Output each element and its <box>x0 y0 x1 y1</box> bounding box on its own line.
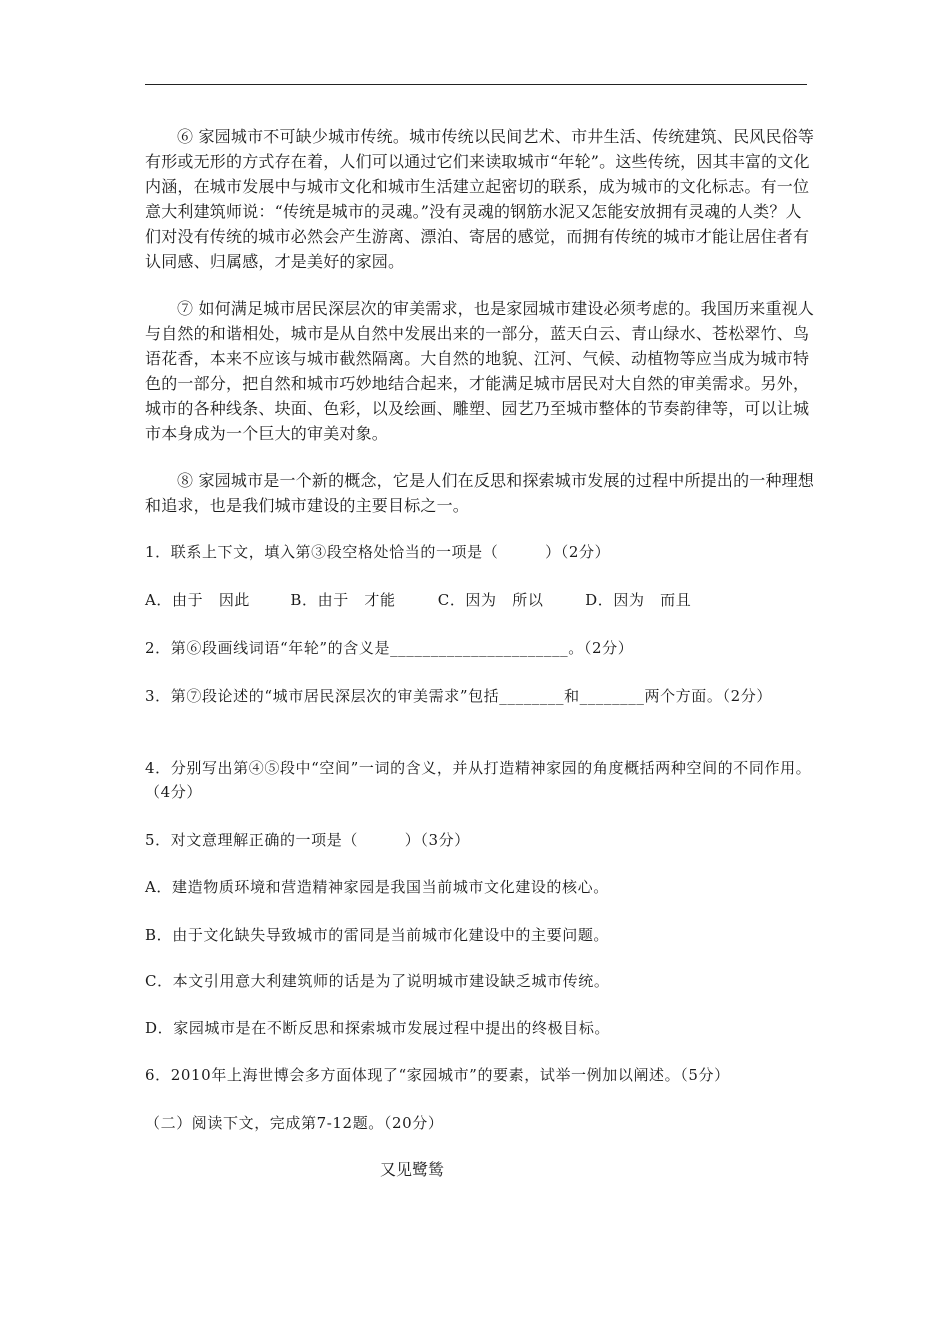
question-4: 4．分别写出第④⑤段中“空间”一词的含义，并从打造精神家园的角度概括两种空间的不同作用。（4分） <box>145 759 812 801</box>
option-b: B．由于 才能 <box>290 591 396 609</box>
option-d: D．因为 而且 <box>585 591 692 609</box>
question-5: 5．对文意理解正确的一项是（ ）（3分） <box>145 831 470 849</box>
question-5-option-b: B．由于文化缺失导致城市的雷同是当前城市化建设中的主要问题。 <box>145 926 610 944</box>
question-1: 1．联系上下文，填入第③段空格处恰当的一项是（ ）（2分） <box>145 543 611 561</box>
question-3: 3．第⑦段论述的“城市居民深层次的审美需求”包括________和________两个方面。（2分） <box>145 687 772 705</box>
option-c: C．因为 所以 <box>437 591 544 609</box>
article-title: 又见鹭鸶 <box>380 1160 445 1179</box>
question-1-options <box>145 588 815 612</box>
paragraph-7: ⑦ 如何满足城市居民深层次的审美需求，也是家园城市建设必须考虑的。我国历来重视人与自然的和谐相处，城市是从自然中发展出来的一部分，蓝天白云、青山绿水、苍松翠竹、鸟语花香，本来不应该与城市截然隔离。大自然的地貌、江河、气候、动植物等应当成为城市特色的一部分，把自然和城市巧妙地结合起来，才能满足城市居民对大自然的审美需求。另外，城市的各种线条、块面、色彩，以及绘画、雕塑、园艺乃至城市整体的节奏韵律等，可以让城市本身成为一个巨大的审美对象。 <box>145 299 815 443</box>
question-6: 6．2010年上海世博会多方面体现了“家园城市”的要素，试举一例加以阐述。（5分） <box>145 1066 730 1084</box>
section-2-heading: （二）阅读下文，完成第7-12题。（20分） <box>145 1114 444 1132</box>
paragraph-6: ⑥ 家园城市不可缺少城市传统。城市传统以民间艺术、市井生活、传统建筑、民风民俗等有形或无形的方式存在着，人们可以通过它们来读取城市“年轮”。这些传统，因其丰富的文化内涵，在城市发展中与城市文化和城市生活建立起密切的联系，成为城市的文化标志。有一位意大利建筑师说：“传统是城市的灵魂。”没有灵魂的钢筋水泥又怎能安放拥有灵魂的人类？人们对没有传统的城市必然会产生游离、漂泊、寄居的感觉，而拥有传统的城市才能让居住者有认同感、归属感，才是美好的家园。 <box>145 127 815 271</box>
header-rule <box>145 84 807 85</box>
question-2: 2．第⑥段画线词语“年轮”的含义是______________________。（2分） <box>145 639 634 657</box>
paragraph-8: ⑧ 家园城市是一个新的概念，它是人们在反思和探索城市发展的过程中所提出的一种理想和追求，也是我们城市建设的主要目标之一。 <box>145 471 815 515</box>
option-a: A．由于 因此 <box>145 591 251 609</box>
question-5-option-c: C．本文引用意大利建筑师的话是为了说明城市建设缺乏城市传统。 <box>145 972 610 990</box>
question-5-option-a: A．建造物质环境和营造精神家园是我国当前城市文化建设的核心。 <box>145 878 609 896</box>
question-5-option-d: D．家园城市是在不断反思和探索城市发展过程中提出的终极目标。 <box>145 1019 611 1037</box>
